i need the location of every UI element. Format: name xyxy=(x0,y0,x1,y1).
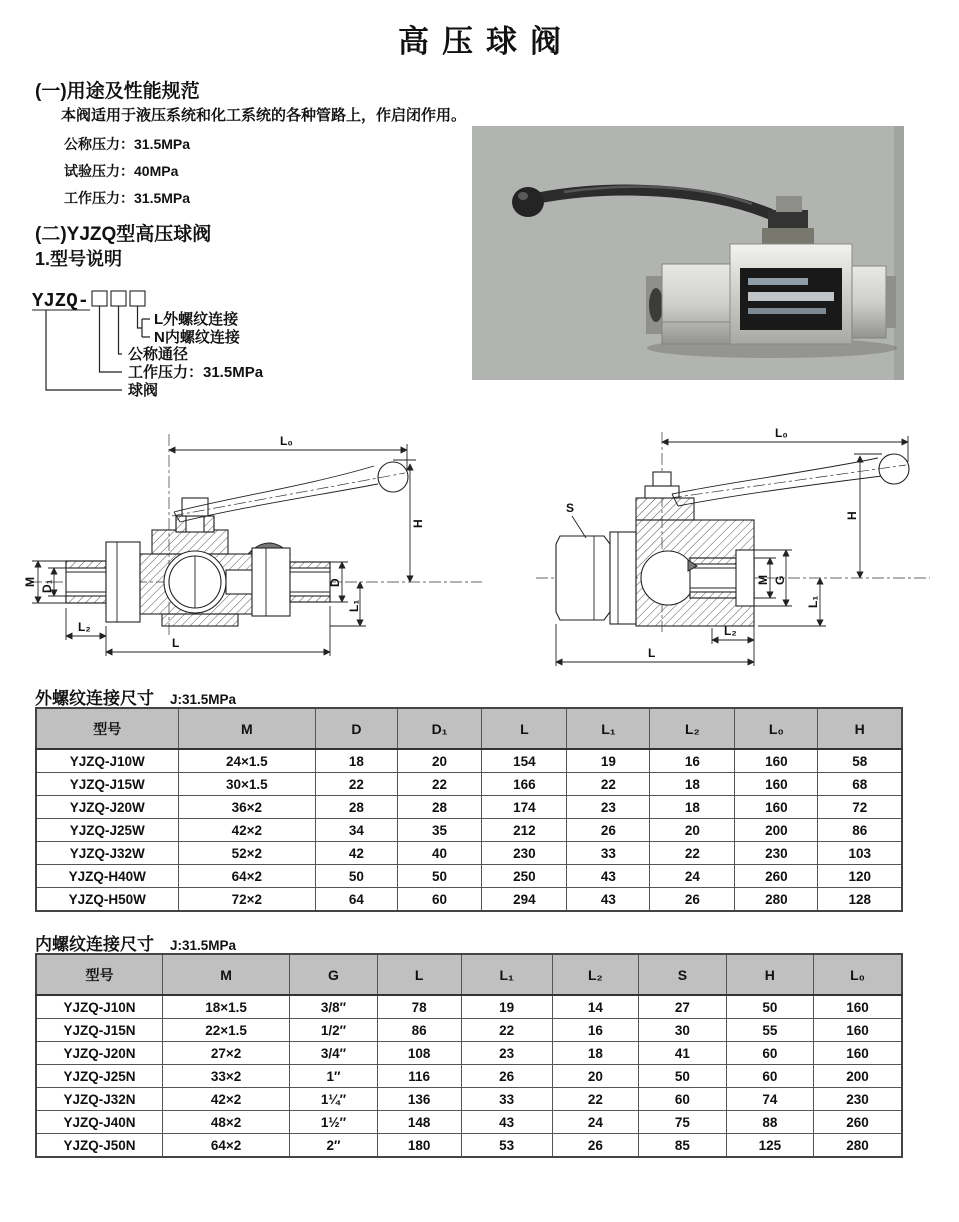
technical-drawing-internal xyxy=(530,420,959,688)
column-header: L₂ xyxy=(650,708,735,749)
table-cell: 116 xyxy=(377,1065,461,1088)
dim-label-l2: L₂ xyxy=(78,620,91,634)
model-code-box xyxy=(130,291,145,306)
table-cell: 42×2 xyxy=(162,1088,289,1111)
usage-description: 本阀适用于液压系统和化工系统的各种管路上，作启闭作用。 xyxy=(61,107,467,124)
external-table-caption xyxy=(35,684,236,709)
table-cell: 22 xyxy=(567,773,650,796)
table-cell: 24 xyxy=(552,1111,639,1134)
model-code-box xyxy=(92,291,107,306)
table-cell: 2″ xyxy=(290,1134,377,1158)
table-cell: 18 xyxy=(650,773,735,796)
table-cell: 148 xyxy=(377,1111,461,1134)
column-header: L₀ xyxy=(735,708,818,749)
table-cell: 72 xyxy=(818,796,902,819)
dim-label-m: M xyxy=(756,575,770,585)
table-cell: 230 xyxy=(482,842,567,865)
table-cell: 160 xyxy=(735,749,818,773)
table-cell: 53 xyxy=(461,1134,552,1158)
table-cell: 27×2 xyxy=(162,1042,289,1065)
table-cell: 3/8″ xyxy=(290,995,377,1019)
spec-working-pressure: 工作压力：31.5MPa xyxy=(64,190,191,206)
table-cell: 136 xyxy=(377,1088,461,1111)
legend-connector xyxy=(119,306,123,354)
page-title: 高压球阀 xyxy=(398,24,574,59)
table-cell: 50 xyxy=(726,995,813,1019)
table-cell: 1¼″ xyxy=(290,1088,377,1111)
table-cell: 50 xyxy=(397,865,482,888)
column-header: S xyxy=(639,954,726,995)
column-header: L₂ xyxy=(552,954,639,995)
dim-label-l: L xyxy=(648,646,656,660)
table-cell: 48×2 xyxy=(162,1111,289,1134)
table-cell: 41 xyxy=(639,1042,726,1065)
external-thread-dimensions-table xyxy=(35,707,903,912)
table-cell: 27 xyxy=(639,995,726,1019)
table-cell: 88 xyxy=(726,1111,813,1134)
table-cell: YJZQ-J32N xyxy=(36,1088,162,1111)
table-cell: 22 xyxy=(316,773,397,796)
table-cell: 43 xyxy=(567,888,650,912)
table-row xyxy=(36,819,902,842)
legend-connector xyxy=(138,306,151,337)
table-cell: 78 xyxy=(377,995,461,1019)
valve-section-outline xyxy=(556,472,754,626)
spec-nominal-pressure: 公称压力：31.5MPa xyxy=(64,136,191,152)
table-cell: 212 xyxy=(482,819,567,842)
table-cell: YJZQ-J20N xyxy=(36,1042,162,1065)
table-cell: 26 xyxy=(461,1065,552,1088)
column-header: L xyxy=(482,708,567,749)
table-cell: 43 xyxy=(461,1111,552,1134)
legend-connector xyxy=(46,310,122,390)
table-cell: 200 xyxy=(735,819,818,842)
table-cell: 86 xyxy=(818,819,902,842)
table-cell: 58 xyxy=(818,749,902,773)
dim-label-l1: L₁ xyxy=(806,595,820,608)
table-cell: 33×2 xyxy=(162,1065,289,1088)
legend-thread-internal: N内螺纹连接 xyxy=(154,329,240,346)
table-cell: 22 xyxy=(397,773,482,796)
table-cell: 60 xyxy=(397,888,482,912)
model-section-heading: (二)YJZQ型高压球阀 xyxy=(35,224,212,245)
table-cell: 26 xyxy=(552,1134,639,1158)
column-header: 型号 xyxy=(36,954,162,995)
table-cell: 28 xyxy=(316,796,397,819)
valve-handle-outline xyxy=(670,454,909,506)
table-cell: 64×2 xyxy=(162,1134,289,1158)
column-header: 型号 xyxy=(36,708,178,749)
table-cell: 85 xyxy=(639,1134,726,1158)
column-header: G xyxy=(290,954,377,995)
table-cell: 18 xyxy=(650,796,735,819)
table-row xyxy=(36,1134,902,1158)
table-cell: 3/4″ xyxy=(290,1042,377,1065)
table-cell: 24 xyxy=(650,865,735,888)
table-cell: 64×2 xyxy=(178,865,316,888)
table-cell: 108 xyxy=(377,1042,461,1065)
dim-label-g: G xyxy=(773,575,787,585)
dim-label-s: S xyxy=(566,501,575,515)
external-table-heading: 外螺纹连接尺寸 xyxy=(35,689,154,708)
model-code-box xyxy=(111,291,126,306)
table-cell: 23 xyxy=(461,1042,552,1065)
table-cell: 1½″ xyxy=(290,1111,377,1134)
table-row xyxy=(36,995,902,1019)
internal-table-pressure: J:31.5MPa xyxy=(170,938,237,953)
table-cell: 20 xyxy=(397,749,482,773)
table-cell: 55 xyxy=(726,1019,813,1042)
table-cell: 40 xyxy=(397,842,482,865)
table-cell: YJZQ-J25N xyxy=(36,1065,162,1088)
legend-valve: 球阀 xyxy=(128,382,159,399)
table-cell: 22×1.5 xyxy=(162,1019,289,1042)
legend-bore: 公称通径 xyxy=(128,346,189,363)
table-cell: YJZQ-J15W xyxy=(36,773,178,796)
table-row xyxy=(36,888,902,912)
table-cell: 23 xyxy=(567,796,650,819)
table-cell: 22 xyxy=(461,1019,552,1042)
table-cell: 28 xyxy=(397,796,482,819)
dim-label-d: D xyxy=(328,578,342,587)
dim-label-d1: D₁ xyxy=(40,579,54,593)
table-cell: YJZQ-J20W xyxy=(36,796,178,819)
table-row xyxy=(36,865,902,888)
table-cell: 125 xyxy=(726,1134,813,1158)
table-row xyxy=(36,749,902,773)
table-cell: 30×1.5 xyxy=(178,773,316,796)
table-cell: 154 xyxy=(482,749,567,773)
legend-thread-external: L外螺纹连接 xyxy=(154,311,239,328)
table-cell: YJZQ-J10W xyxy=(36,749,178,773)
table-cell: YJZQ-H40W xyxy=(36,865,178,888)
table-cell: YJZQ-J50N xyxy=(36,1134,162,1158)
table-cell: 50 xyxy=(639,1065,726,1088)
table-cell: 174 xyxy=(482,796,567,819)
table-cell: YJZQ-J10N xyxy=(36,995,162,1019)
table-cell: 19 xyxy=(567,749,650,773)
column-header: D xyxy=(316,708,397,749)
table-cell: 280 xyxy=(735,888,818,912)
column-header: L₀ xyxy=(814,954,902,995)
table-cell: 36×2 xyxy=(178,796,316,819)
table-cell: 166 xyxy=(482,773,567,796)
table-cell: 74 xyxy=(726,1088,813,1111)
internal-table-heading: 内螺纹连接尺寸 xyxy=(35,935,154,954)
dim-label-l0: L₀ xyxy=(280,434,293,448)
table-cell: YJZQ-J32W xyxy=(36,842,178,865)
table-cell: 250 xyxy=(482,865,567,888)
table-cell: 160 xyxy=(735,796,818,819)
table-row xyxy=(36,842,902,865)
column-header: L₁ xyxy=(567,708,650,749)
table-cell: 26 xyxy=(650,888,735,912)
table-cell: YJZQ-J25W xyxy=(36,819,178,842)
table-cell: 30 xyxy=(639,1019,726,1042)
table-cell: 22 xyxy=(552,1088,639,1111)
table-cell: 160 xyxy=(735,773,818,796)
table-cell: 35 xyxy=(397,819,482,842)
table-cell: 72×2 xyxy=(178,888,316,912)
legend-pressure: 工作压力：31.5MPa xyxy=(128,364,264,381)
model-section-subheading: 1.型号说明 xyxy=(35,249,123,269)
dim-label-l0: L₀ xyxy=(775,426,788,440)
table-cell: 19 xyxy=(461,995,552,1019)
table-cell: 230 xyxy=(814,1088,902,1111)
table-cell: 20 xyxy=(650,819,735,842)
table-cell: YJZQ-J40N xyxy=(36,1111,162,1134)
table-cell: 18 xyxy=(552,1042,639,1065)
table-cell: 24×1.5 xyxy=(178,749,316,773)
table-cell: 60 xyxy=(639,1088,726,1111)
column-header: M xyxy=(162,954,289,995)
header-row xyxy=(36,708,902,749)
table-cell: 128 xyxy=(818,888,902,912)
model-code-diagram xyxy=(26,282,466,407)
table-cell: 34 xyxy=(316,819,397,842)
table-cell: 42 xyxy=(316,842,397,865)
dim-label-l2: L₂ xyxy=(724,624,737,638)
column-header: L xyxy=(377,954,461,995)
table-row xyxy=(36,1111,902,1134)
column-header: L₁ xyxy=(461,954,552,995)
dim-label-l1: L₁ xyxy=(347,599,361,612)
dim-label-l: L xyxy=(172,636,180,650)
table-cell: 33 xyxy=(461,1088,552,1111)
table-cell: 160 xyxy=(814,1019,902,1042)
table-row xyxy=(36,1042,902,1065)
dim-label-m: M xyxy=(23,577,37,587)
table-cell: 200 xyxy=(814,1065,902,1088)
table-cell: 260 xyxy=(814,1111,902,1134)
table-cell: 18×1.5 xyxy=(162,995,289,1019)
table-cell: 18 xyxy=(316,749,397,773)
table-cell: 1/2″ xyxy=(290,1019,377,1042)
table-cell: 64 xyxy=(316,888,397,912)
column-header: H xyxy=(726,954,813,995)
internal-thread-dimensions-table xyxy=(35,953,903,1158)
model-code-prefix: YJZQ- xyxy=(32,290,90,312)
table-row xyxy=(36,1088,902,1111)
table-cell: 68 xyxy=(818,773,902,796)
table-cell: 160 xyxy=(814,995,902,1019)
table-cell: 180 xyxy=(377,1134,461,1158)
table-cell: YJZQ-H50W xyxy=(36,888,178,912)
table-row xyxy=(36,773,902,796)
internal-table-caption xyxy=(35,930,236,955)
dim-label-h: H xyxy=(411,519,425,528)
header-row xyxy=(36,954,902,995)
table-cell: 14 xyxy=(552,995,639,1019)
product-photo xyxy=(472,126,904,380)
table-cell: 33 xyxy=(567,842,650,865)
table-cell: YJZQ-J15N xyxy=(36,1019,162,1042)
table-cell: 60 xyxy=(726,1065,813,1088)
table-row xyxy=(36,1065,902,1088)
technical-drawing-external xyxy=(22,420,492,688)
column-header: H xyxy=(818,708,902,749)
table-cell: 43 xyxy=(567,865,650,888)
table-row xyxy=(36,796,902,819)
table-cell: 260 xyxy=(735,865,818,888)
usage-section-heading: (一)用途及性能规范 xyxy=(35,81,200,102)
table-cell: 60 xyxy=(726,1042,813,1065)
spec-test-pressure: 试验压力：40MPa xyxy=(64,163,179,179)
table-cell: 120 xyxy=(818,865,902,888)
table-cell: 50 xyxy=(316,865,397,888)
table-cell: 20 xyxy=(552,1065,639,1088)
column-header: D₁ xyxy=(397,708,482,749)
table-cell: 86 xyxy=(377,1019,461,1042)
table-cell: 1″ xyxy=(290,1065,377,1088)
valve-section-outline xyxy=(66,498,330,626)
table-cell: 230 xyxy=(735,842,818,865)
table-cell: 294 xyxy=(482,888,567,912)
handle-ball-end xyxy=(512,187,544,217)
table-cell: 103 xyxy=(818,842,902,865)
external-table-pressure: J:31.5MPa xyxy=(170,692,237,707)
column-header: M xyxy=(178,708,316,749)
table-row xyxy=(36,1019,902,1042)
table-cell: 22 xyxy=(650,842,735,865)
table-cell: 26 xyxy=(567,819,650,842)
dim-label-h: H xyxy=(845,511,859,520)
table-cell: 42×2 xyxy=(178,819,316,842)
table-cell: 16 xyxy=(552,1019,639,1042)
table-cell: 280 xyxy=(814,1134,902,1158)
table-cell: 75 xyxy=(639,1111,726,1134)
table-cell: 52×2 xyxy=(178,842,316,865)
table-cell: 160 xyxy=(814,1042,902,1065)
table-cell: 16 xyxy=(650,749,735,773)
